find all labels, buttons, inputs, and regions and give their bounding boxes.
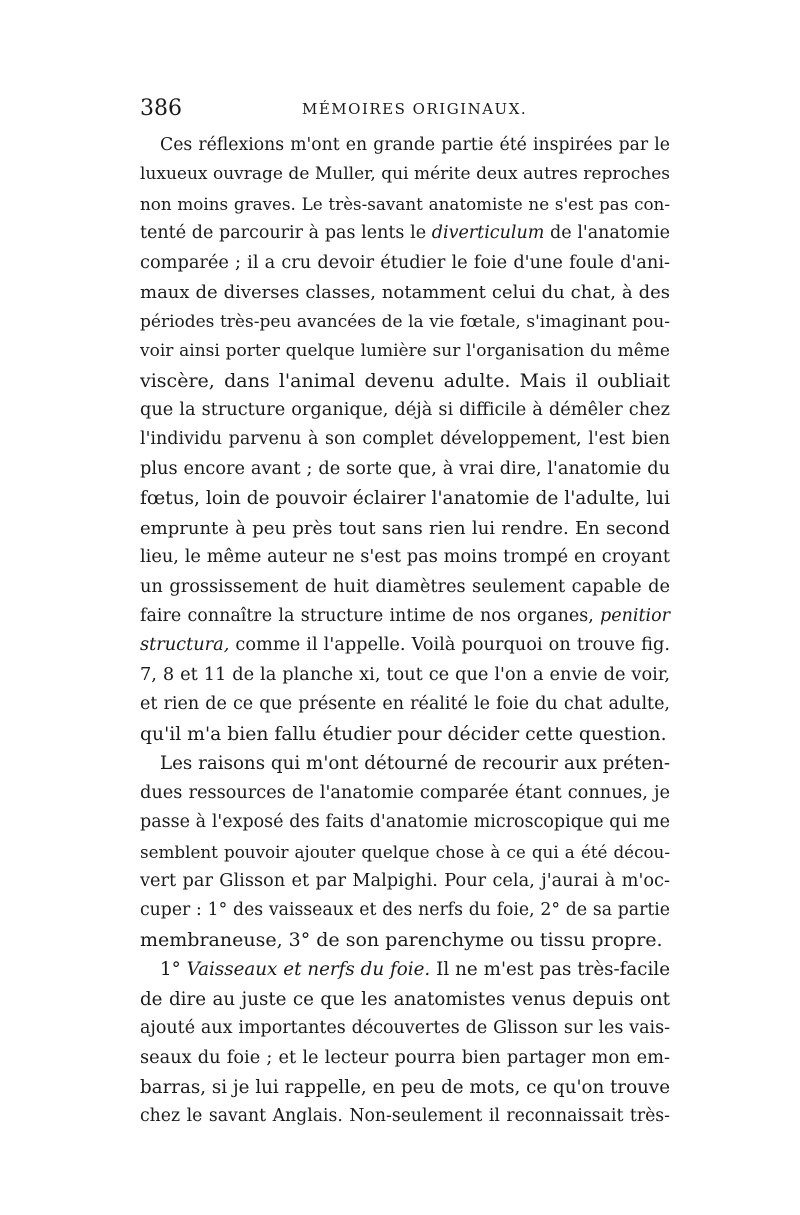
text-line: lieu, le même auteur ne s'est pas moins trompé en croyant	[140, 547, 670, 568]
paragraph-3	[140, 955, 670, 1132]
text-line: ajouté aux importantes découvertes de Glisson sur les vais-	[140, 1018, 670, 1039]
italic-term: penitior	[600, 606, 670, 626]
text-line: de dire au juste ce que les anatomistes venus depuis ont	[140, 988, 670, 1010]
text-line: 1° Vaisseaux et nerfs du foie. Il ne m'est pas très-facile	[160, 959, 670, 981]
section-heading: Vaisseaux et nerfs du foie.	[186, 959, 431, 981]
text-line: et rien de ce que présente en réalité le foie du chat adulte,	[140, 694, 670, 715]
text-line: qu'il m'a bien fallu étudier pour décider cette question.	[140, 723, 667, 745]
text-line: membraneuse, 3° de son parenchyme ou tissu propre.	[140, 928, 663, 951]
text-line: 7, 8 et 11 de la planche xi, tout ce que l'on a envie de voir,	[140, 664, 670, 685]
text-line: dues ressources de l'anatomie comparée étant connues, je	[140, 782, 670, 803]
text-line: voir ainsi porter quelque lumière sur l'organisation du même	[140, 341, 670, 362]
text-line: chez le savant Anglais. Non-seulement il reconnaissait très-	[140, 1106, 670, 1127]
text-line: plus encore avant ; de sorte que, à vrai dire, l'anatomie du	[140, 458, 670, 479]
text-line: comparée ; il a cru devoir étudier le foie d'une foule d'ani-	[140, 252, 670, 273]
text-line: maux de diverses classes, notamment celui du chat, à des	[140, 282, 670, 304]
paragraph-2	[140, 749, 670, 955]
text-line: viscère, dans l'animal devenu adulte. Mais il oubliait	[140, 369, 670, 392]
text-line: passe à l'exposé des faits d'anatomie microscopique qui me	[140, 812, 670, 833]
italic-term: structura,	[140, 635, 230, 656]
body-text	[140, 131, 670, 1132]
text-line: faire connaître la structure intime de nos organes, penitior	[140, 606, 670, 626]
page-header	[140, 96, 670, 126]
text-line: cuper : 1° des vaisseaux et des nerfs du foie, 2° de sa partie	[140, 900, 670, 921]
italic-term: diverticulum	[431, 223, 545, 244]
text-line: non moins graves. Le très-savant anatomiste ne s'est pas con-	[140, 193, 670, 214]
text-line: emprunte à peu près tout sans rien lui rendre. En second	[140, 517, 670, 539]
text-line: semblent pouvoir ajouter quelque chose à ce qui a été décou-	[140, 841, 670, 862]
text-line: barras, si je lui rappelle, en peu de mots, ce qu'on trouve	[140, 1077, 670, 1098]
text-line: tenté de parcourir à pas lents le diverticulum de l'anatomie	[140, 223, 670, 244]
text-line: que la structure organique, déjà si difficile à démêler chez	[140, 399, 670, 420]
text-line: structura, comme il l'appelle. Voilà pourquoi on trouve fig.	[140, 635, 670, 656]
text-line: l'individu parvenu à son complet développement, l'est bien	[140, 429, 670, 450]
paragraph-1	[140, 131, 670, 749]
page-number: 386	[140, 96, 182, 121]
text-line: vert par Glisson et par Malpighi. Pour cela, j'aurai à m'oc-	[140, 870, 670, 891]
running-title: MÉMOIRES ORIGINAUX.	[302, 100, 528, 118]
text-line: un grossissement de huit diamètres seulement capable de	[140, 576, 670, 597]
text-line: luxueux ouvrage de Muller, qui mérite deux autres reproches	[140, 164, 670, 185]
text-line: fœtus, loin de pouvoir éclairer l'anatomie de l'adulte, lui	[140, 488, 670, 510]
text-line: Les raisons qui m'ont détourné de recourir aux préten-	[160, 753, 670, 775]
text-line: périodes très-peu avancées de la vie fœtale, s'imaginant pou-	[140, 311, 670, 332]
text-line: seaux du foie ; et le lecteur pourra bien partager mon em-	[140, 1047, 670, 1068]
text-line: Ces réflexions m'ont en grande partie été inspirées par le	[160, 135, 670, 155]
